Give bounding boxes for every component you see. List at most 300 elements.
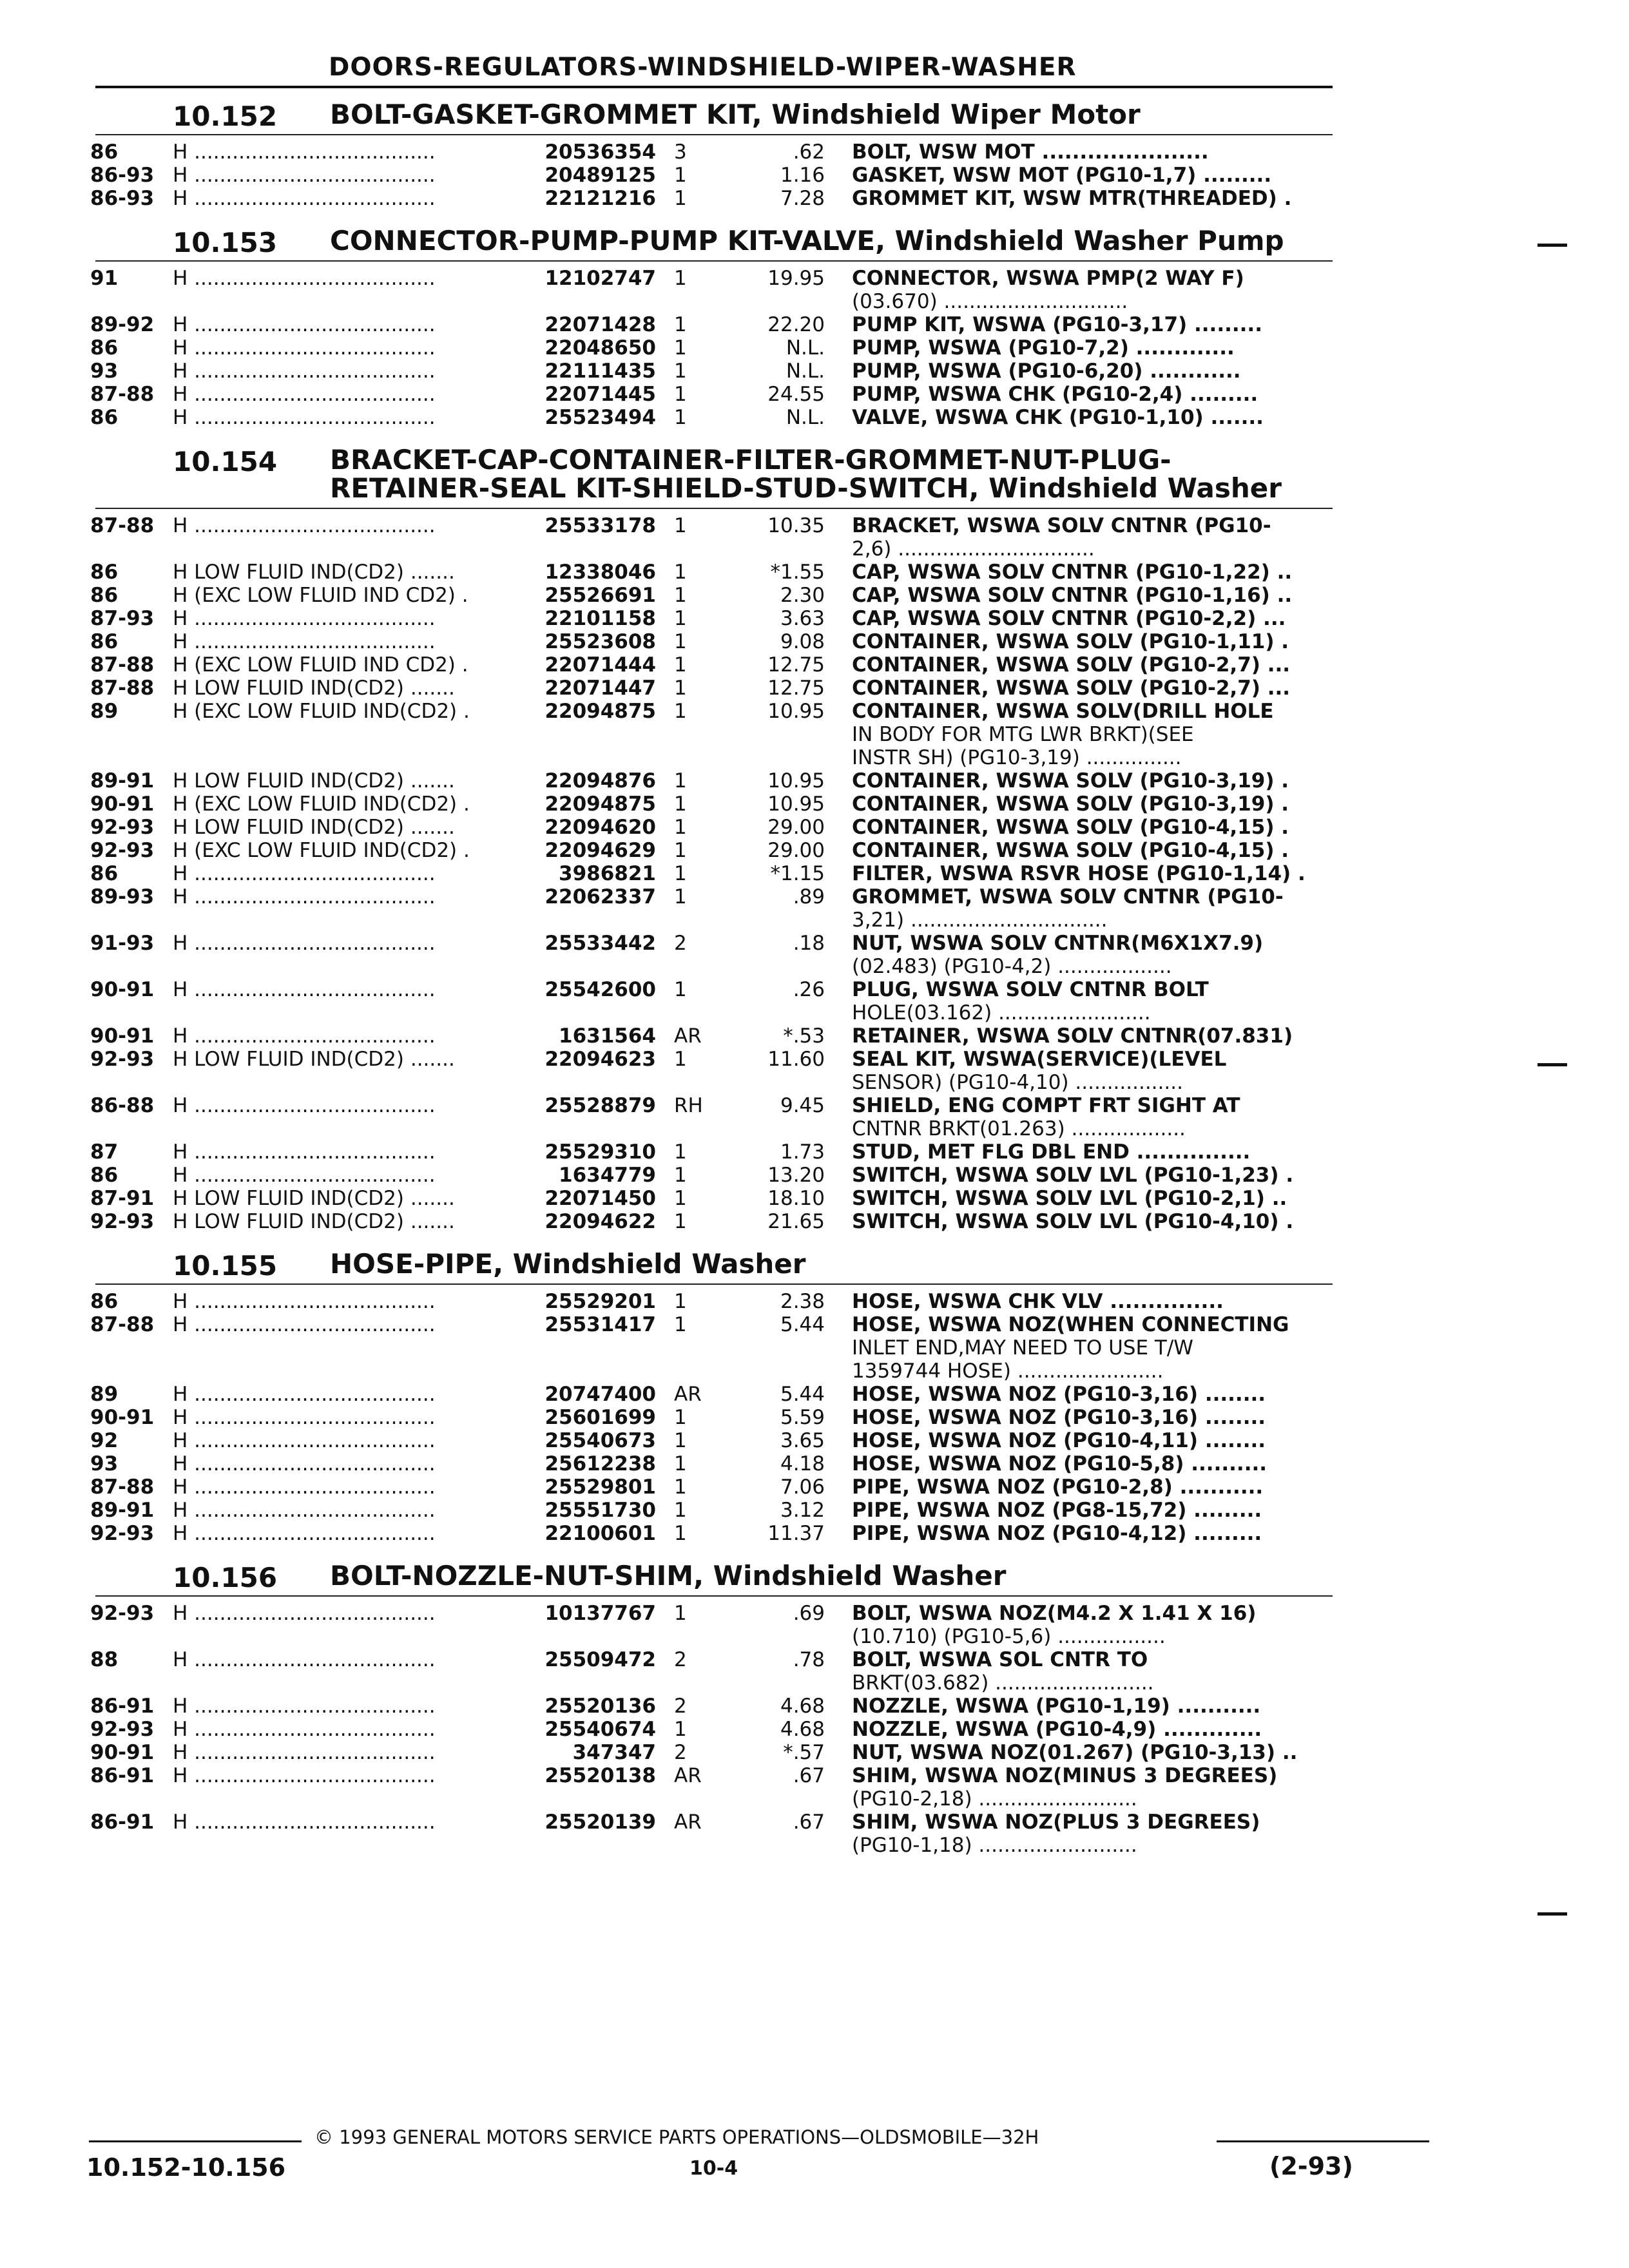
part-number: 25529201: [545, 1290, 656, 1313]
part-row: [0, 336, 1629, 360]
quantity: RH: [674, 1094, 703, 1117]
part-description: VALVE, WSWA CHK (PG10-1,10) .......: [852, 406, 1264, 429]
part-number: 22071444: [545, 653, 656, 677]
catalog-section: [0, 1557, 1629, 1857]
part-row: [0, 793, 1629, 816]
quantity: 1: [674, 267, 687, 290]
part-number: 25526691: [545, 584, 656, 607]
quantity: 1: [674, 1602, 687, 1625]
price: N.L.: [786, 336, 825, 360]
model-years: 87: [90, 1140, 119, 1164]
usage-spec: H ......................................: [173, 360, 436, 383]
model-years: 90-91: [90, 978, 155, 1001]
quantity: 1: [674, 1522, 687, 1545]
price: 5.44: [780, 1313, 825, 1336]
usage-spec: H ......................................: [173, 862, 436, 885]
price: 10.95: [767, 769, 825, 793]
model-years: 92: [90, 1429, 119, 1452]
part-row: [0, 1164, 1629, 1187]
model-years: 89: [90, 1383, 119, 1406]
quantity: 2: [674, 1648, 687, 1671]
quantity: 1: [674, 1429, 687, 1452]
quantity: 3: [674, 140, 687, 164]
part-row: [0, 607, 1629, 630]
model-years: 92-93: [90, 1210, 155, 1233]
usage-spec: H ......................................: [173, 1429, 436, 1452]
part-number: 25531417: [545, 1313, 656, 1336]
quantity: 1: [674, 561, 687, 584]
parts-catalog: [0, 95, 1629, 1869]
usage-spec: H ......................................: [173, 140, 436, 164]
model-years: 92-93: [90, 1602, 155, 1625]
usage-spec: H (EXC LOW FLUID IND(CD2) .: [173, 793, 470, 816]
section-title: HOSE-PIPE, Windshield Washer: [330, 1248, 806, 1280]
part-number: 25528879: [545, 1094, 656, 1117]
page-title: DOORS-REGULATORS-WINDSHIELD-WIPER-WASHER: [329, 53, 1077, 82]
model-years: 86-91: [90, 1811, 155, 1834]
quantity: 1: [674, 1718, 687, 1741]
part-description: SHIM, WSWA NOZ(PLUS 3 DEGREES) (PG10-1,18) .........................: [852, 1811, 1260, 1857]
part-description: BOLT, WSWA SOL CNTR TO BRKT(03.682) .........................: [852, 1648, 1154, 1695]
part-row: [0, 862, 1629, 885]
quantity: AR: [674, 1764, 702, 1787]
price: *.57: [783, 1741, 825, 1764]
model-years: 92-93: [90, 1718, 155, 1741]
price: 7.28: [780, 187, 825, 210]
quantity: 1: [674, 885, 687, 908]
usage-spec: H ......................................: [173, 885, 436, 908]
usage-spec: H LOW FLUID IND(CD2) .......: [173, 816, 455, 839]
section-number: 10.156: [173, 1562, 278, 1593]
usage-spec: H ......................................: [173, 514, 436, 537]
part-row: [0, 267, 1629, 313]
part-row: [0, 187, 1629, 210]
section-rule: [95, 1595, 1333, 1597]
model-years: 86: [90, 406, 119, 429]
part-description: PIPE, WSWA NOZ (PG8-15,72) .........: [852, 1499, 1262, 1522]
quantity: 1: [674, 187, 687, 210]
quantity: 1: [674, 839, 687, 862]
price: 24.55: [767, 383, 825, 406]
part-description: PIPE, WSWA NOZ (PG10-2,8) ...........: [852, 1475, 1264, 1499]
price: 3.12: [780, 1499, 825, 1522]
part-description: NOZZLE, WSWA (PG10-4,9) .............: [852, 1718, 1262, 1741]
catalog-section: [0, 95, 1629, 210]
part-row: [0, 140, 1629, 164]
quantity: 1: [674, 1290, 687, 1313]
model-years: 87-88: [90, 383, 155, 406]
part-number: 25540674: [545, 1718, 656, 1741]
quantity: 1: [674, 1313, 687, 1336]
part-row: [0, 1290, 1629, 1313]
footer-rule-right: [1217, 2140, 1429, 2142]
price: 11.37: [767, 1522, 825, 1545]
model-years: 91: [90, 267, 119, 290]
part-number: 20747400: [545, 1383, 656, 1406]
usage-spec: H LOW FLUID IND(CD2) .......: [173, 769, 455, 793]
part-description: SWITCH, WSWA SOLV LVL (PG10-4,10) .: [852, 1210, 1294, 1233]
part-row: [0, 1695, 1629, 1718]
part-description: CAP, WSWA SOLV CNTNR (PG10-1,16) ..: [852, 584, 1293, 607]
section-rule: [95, 508, 1333, 509]
section-rule: [95, 134, 1333, 135]
part-row: [0, 1383, 1629, 1406]
part-number: 22071445: [545, 383, 656, 406]
part-description: CAP, WSWA SOLV CNTNR (PG10-1,22) ..: [852, 561, 1293, 584]
quantity: 1: [674, 336, 687, 360]
part-description: STUD, MET FLG DBL END ...............: [852, 1140, 1251, 1164]
model-years: 89: [90, 700, 119, 723]
quantity: 1: [674, 862, 687, 885]
quantity: 1: [674, 164, 687, 187]
part-number: 22100601: [545, 1522, 656, 1545]
part-description: NUT, WSWA SOLV CNTNR(M6X1X7.9) (02.483) (PG10-4,2) ..................: [852, 932, 1264, 978]
section-title: BRACKET-CAP-CONTAINER-FILTER-GROMMET-NUT-PLUG- RETAINER-SEAL KIT-SHIELD-STUD-SWITCH, Windshield Washer: [330, 444, 1282, 504]
model-years: 86: [90, 630, 119, 653]
price: 4.18: [780, 1452, 825, 1475]
price: 19.95: [767, 267, 825, 290]
model-years: 89-93: [90, 885, 155, 908]
quantity: 1: [674, 1406, 687, 1429]
part-number: 25601699: [545, 1406, 656, 1429]
price: .89: [793, 885, 825, 908]
model-years: 86: [90, 584, 119, 607]
price: 13.20: [767, 1164, 825, 1187]
usage-spec: H ......................................: [173, 1452, 436, 1475]
model-years: 86: [90, 561, 119, 584]
part-row: [0, 1140, 1629, 1164]
part-row: [0, 839, 1629, 862]
quantity: 1: [674, 793, 687, 816]
price: 3.65: [780, 1429, 825, 1452]
part-row: [0, 1718, 1629, 1741]
part-row: [0, 1764, 1629, 1811]
part-row: [0, 1452, 1629, 1475]
quantity: 2: [674, 932, 687, 955]
usage-spec: H ......................................: [173, 1094, 436, 1117]
part-row: [0, 406, 1629, 429]
part-description: SWITCH, WSWA SOLV LVL (PG10-2,1) ..: [852, 1187, 1287, 1210]
price: 5.59: [780, 1406, 825, 1429]
part-description: CAP, WSWA SOLV CNTNR (PG10-2,2) ...: [852, 607, 1286, 630]
model-years: 87-91: [90, 1187, 155, 1210]
usage-spec: H ......................................: [173, 1313, 436, 1336]
price: 4.68: [780, 1695, 825, 1718]
part-number: 25520138: [545, 1764, 656, 1787]
usage-spec: H ......................................: [173, 1383, 436, 1406]
usage-spec: H ......................................: [173, 336, 436, 360]
usage-spec: H ......................................: [173, 1140, 436, 1164]
part-number: 20536354: [545, 140, 656, 164]
model-years: 86: [90, 1290, 119, 1313]
model-years: 90-91: [90, 1024, 155, 1048]
model-years: 90-91: [90, 1406, 155, 1429]
quantity: 1: [674, 383, 687, 406]
usage-spec: H ......................................: [173, 1648, 436, 1671]
part-row: [0, 1602, 1629, 1648]
part-row: [0, 1522, 1629, 1545]
price: .67: [793, 1764, 825, 1787]
model-years: 89-91: [90, 769, 155, 793]
model-years: 92-93: [90, 1522, 155, 1545]
section-heading: [0, 1557, 1629, 1594]
usage-spec: H ......................................: [173, 1406, 436, 1429]
quantity: 1: [674, 607, 687, 630]
price: 10.95: [767, 793, 825, 816]
model-years: 92-93: [90, 816, 155, 839]
part-row: [0, 653, 1629, 677]
quantity: AR: [674, 1383, 702, 1406]
part-number: 3986821: [559, 862, 656, 885]
part-row: [0, 978, 1629, 1024]
part-row: [0, 1313, 1629, 1383]
part-description: CONTAINER, WSWA SOLV (PG10-2,7) ...: [852, 653, 1291, 677]
part-description: PUMP, WSWA CHK (PG10-2,4) .........: [852, 383, 1258, 406]
part-number: 25520136: [545, 1695, 656, 1718]
model-years: 90-91: [90, 793, 155, 816]
part-number: 1634779: [559, 1164, 656, 1187]
part-row: [0, 1648, 1629, 1695]
price: 9.08: [780, 630, 825, 653]
price: 2.30: [780, 584, 825, 607]
part-number: 25529801: [545, 1475, 656, 1499]
part-number: 22094876: [545, 769, 656, 793]
section-title: CONNECTOR-PUMP-PUMP KIT-VALVE, Windshield Washer Pump: [330, 225, 1284, 256]
part-description: CONTAINER, WSWA SOLV (PG10-4,15) .: [852, 839, 1289, 862]
part-description: NOZZLE, WSWA (PG10-1,19) ...........: [852, 1695, 1261, 1718]
usage-spec: H ......................................: [173, 1741, 436, 1764]
usage-spec: H ......................................: [173, 630, 436, 653]
part-description: SHIELD, ENG COMPT FRT SIGHT AT CNTNR BRKT(01.263) ..................: [852, 1094, 1240, 1140]
quantity: 1: [674, 360, 687, 383]
part-description: FILTER, WSWA RSVR HOSE (PG10-1,14) .: [852, 862, 1306, 885]
price: 18.10: [767, 1187, 825, 1210]
quantity: 1: [674, 1140, 687, 1164]
usage-spec: H ......................................: [173, 607, 436, 630]
part-description: CONTAINER, WSWA SOLV (PG10-3,19) .: [852, 793, 1289, 816]
part-description: CONTAINER, WSWA SOLV (PG10-4,15) .: [852, 816, 1289, 839]
part-description: GROMMET KIT, WSW MTR(THREADED) .: [852, 187, 1292, 210]
part-number: 22111435: [545, 360, 656, 383]
part-number: 22062337: [545, 885, 656, 908]
part-row: [0, 1024, 1629, 1048]
price: 1.16: [780, 164, 825, 187]
usage-spec: H ......................................: [173, 267, 436, 290]
usage-spec: H ......................................: [173, 1695, 436, 1718]
model-years: 91-93: [90, 932, 155, 955]
price: N.L.: [786, 406, 825, 429]
usage-spec: H LOW FLUID IND(CD2) .......: [173, 561, 455, 584]
usage-spec: H (EXC LOW FLUID IND CD2) .: [173, 653, 468, 677]
section-heading: [0, 1245, 1629, 1282]
price: 7.06: [780, 1475, 825, 1499]
part-row: [0, 677, 1629, 700]
part-description: CONTAINER, WSWA SOLV(DRILL HOLE IN BODY FOR MTG LWR BRKT)(SEE INSTR SH) (PG10-3,19) ...............: [852, 700, 1274, 769]
quantity: 2: [674, 1695, 687, 1718]
price: .62: [793, 140, 825, 164]
quantity: 1: [674, 700, 687, 723]
part-description: PUMP, WSWA (PG10-6,20) ............: [852, 360, 1241, 383]
part-description: GROMMET, WSWA SOLV CNTNR (PG10- 3,21) ...............................: [852, 885, 1284, 932]
price: 3.63: [780, 607, 825, 630]
part-description: CONTAINER, WSWA SOLV (PG10-2,7) ...: [852, 677, 1291, 700]
section-rule: [95, 1283, 1333, 1285]
part-number: 22071428: [545, 313, 656, 336]
price: *1.55: [770, 561, 825, 584]
model-years: 86-91: [90, 1695, 155, 1718]
margin-mark: [1537, 1912, 1567, 1916]
part-number: 25520139: [545, 1811, 656, 1834]
part-number: 22094622: [545, 1210, 656, 1233]
model-years: 88: [90, 1648, 119, 1671]
usage-spec: H ......................................: [173, 1522, 436, 1545]
part-number: 22094623: [545, 1048, 656, 1071]
quantity: 1: [674, 1452, 687, 1475]
part-row: [0, 164, 1629, 187]
price: 12.75: [767, 653, 825, 677]
part-number: 22094629: [545, 839, 656, 862]
footer-section-range: 10.152-10.156: [86, 2153, 286, 2182]
model-years: 93: [90, 360, 119, 383]
quantity: 1: [674, 677, 687, 700]
part-row: [0, 1210, 1629, 1233]
part-row: [0, 1048, 1629, 1094]
section-rule: [95, 260, 1333, 262]
quantity: 1: [674, 630, 687, 653]
quantity: 1: [674, 769, 687, 793]
quantity: 1: [674, 653, 687, 677]
usage-spec: H ......................................: [173, 932, 436, 955]
quantity: 1: [674, 1048, 687, 1071]
footer-copyright: © 1993 GENERAL MOTORS SERVICE PARTS OPERATIONS—OLDSMOBILE—32H: [314, 2126, 1039, 2148]
part-number: 22071450: [545, 1187, 656, 1210]
quantity: 1: [674, 1164, 687, 1187]
usage-spec: H LOW FLUID IND(CD2) .......: [173, 677, 455, 700]
model-years: 89-92: [90, 313, 155, 336]
part-description: SHIM, WSWA NOZ(MINUS 3 DEGREES) (PG10-2,18) .........................: [852, 1764, 1278, 1811]
catalog-section: [0, 1245, 1629, 1545]
usage-spec: H ......................................: [173, 1764, 436, 1787]
part-description: BOLT, WSW MOT ......................: [852, 140, 1209, 164]
usage-spec: H (EXC LOW FLUID IND(CD2) .: [173, 839, 470, 862]
footer-copyright-line: [89, 2126, 1339, 2152]
model-years: 87-88: [90, 677, 155, 700]
part-number: 25523608: [545, 630, 656, 653]
part-description: HOSE, WSWA NOZ (PG10-3,16) ........: [852, 1406, 1266, 1429]
quantity: 1: [674, 584, 687, 607]
part-number: 12102747: [545, 267, 656, 290]
part-number: 347347: [572, 1741, 656, 1764]
part-row: [0, 1429, 1629, 1452]
model-years: 87-88: [90, 653, 155, 677]
usage-spec: H ......................................: [173, 1718, 436, 1741]
part-number: 20489125: [545, 164, 656, 187]
part-row: [0, 584, 1629, 607]
model-years: 92-93: [90, 1048, 155, 1071]
part-row: [0, 1499, 1629, 1522]
model-years: 86: [90, 862, 119, 885]
part-description: HOSE, WSWA NOZ (PG10-4,11) ........: [852, 1429, 1266, 1452]
price: *1.15: [770, 862, 825, 885]
price: .78: [793, 1648, 825, 1671]
model-years: 87-88: [90, 1313, 155, 1336]
part-row: [0, 360, 1629, 383]
usage-spec: H ......................................: [173, 1290, 436, 1313]
margin-mark: [1537, 1063, 1567, 1066]
part-row: [0, 313, 1629, 336]
quantity: 1: [674, 1187, 687, 1210]
part-row: [0, 1475, 1629, 1499]
quantity: 1: [674, 1210, 687, 1233]
model-years: 86: [90, 1164, 119, 1187]
footer-date: (2-93): [1269, 2152, 1353, 2180]
usage-spec: H ......................................: [173, 1602, 436, 1625]
catalog-section: [0, 222, 1629, 429]
part-description: BRACKET, WSWA SOLV CNTNR (PG10- 2,6) ...............................: [852, 514, 1271, 561]
price: 10.95: [767, 700, 825, 723]
part-row: [0, 1811, 1629, 1857]
part-number: 25612238: [545, 1452, 656, 1475]
section-heading: [0, 222, 1629, 259]
usage-spec: H LOW FLUID IND(CD2) .......: [173, 1187, 455, 1210]
section-title: BOLT-GASKET-GROMMET KIT, Windshield Wiper Motor: [330, 99, 1141, 130]
price: 9.45: [780, 1094, 825, 1117]
usage-spec: H (EXC LOW FLUID IND CD2) .: [173, 584, 468, 607]
section-heading: [0, 441, 1629, 506]
part-row: [0, 1741, 1629, 1764]
part-number: 22071447: [545, 677, 656, 700]
price: 10.35: [767, 514, 825, 537]
usage-spec: H ......................................: [173, 978, 436, 1001]
quantity: 1: [674, 514, 687, 537]
catalog-section: [0, 441, 1629, 1233]
usage-spec: H ......................................: [173, 1811, 436, 1834]
quantity: 1: [674, 978, 687, 1001]
section-number: 10.155: [173, 1250, 278, 1282]
part-description: SWITCH, WSWA SOLV LVL (PG10-1,23) .: [852, 1164, 1294, 1187]
part-number: 22094875: [545, 700, 656, 723]
usage-spec: H ......................................: [173, 1164, 436, 1187]
part-number: 25540673: [545, 1429, 656, 1452]
section-number: 10.154: [173, 446, 278, 477]
usage-spec: H ......................................: [173, 406, 436, 429]
usage-spec: H ......................................: [173, 1024, 436, 1048]
part-row: [0, 630, 1629, 653]
part-description: CONTAINER, WSWA SOLV (PG10-3,19) .: [852, 769, 1289, 793]
usage-spec: H ......................................: [173, 1475, 436, 1499]
section-heading: [0, 95, 1629, 133]
section-number: 10.152: [173, 101, 278, 132]
model-years: 86-88: [90, 1094, 155, 1117]
price: 4.68: [780, 1718, 825, 1741]
price: .26: [793, 978, 825, 1001]
price: 29.00: [767, 816, 825, 839]
part-number: 12338046: [545, 561, 656, 584]
part-number: 25533178: [545, 514, 656, 537]
part-row: [0, 885, 1629, 932]
part-number: 22121216: [545, 187, 656, 210]
part-description: HOSE, WSWA NOZ (PG10-3,16) ........: [852, 1383, 1266, 1406]
part-number: 25533442: [545, 932, 656, 955]
part-row: [0, 383, 1629, 406]
part-row: [0, 769, 1629, 793]
price: 5.44: [780, 1383, 825, 1406]
part-number: 25509472: [545, 1648, 656, 1671]
part-description: HOSE, WSWA CHK VLV ...............: [852, 1290, 1224, 1313]
usage-spec: H (EXC LOW FLUID IND(CD2) .: [173, 700, 470, 723]
model-years: 86: [90, 336, 119, 360]
price: .18: [793, 932, 825, 955]
